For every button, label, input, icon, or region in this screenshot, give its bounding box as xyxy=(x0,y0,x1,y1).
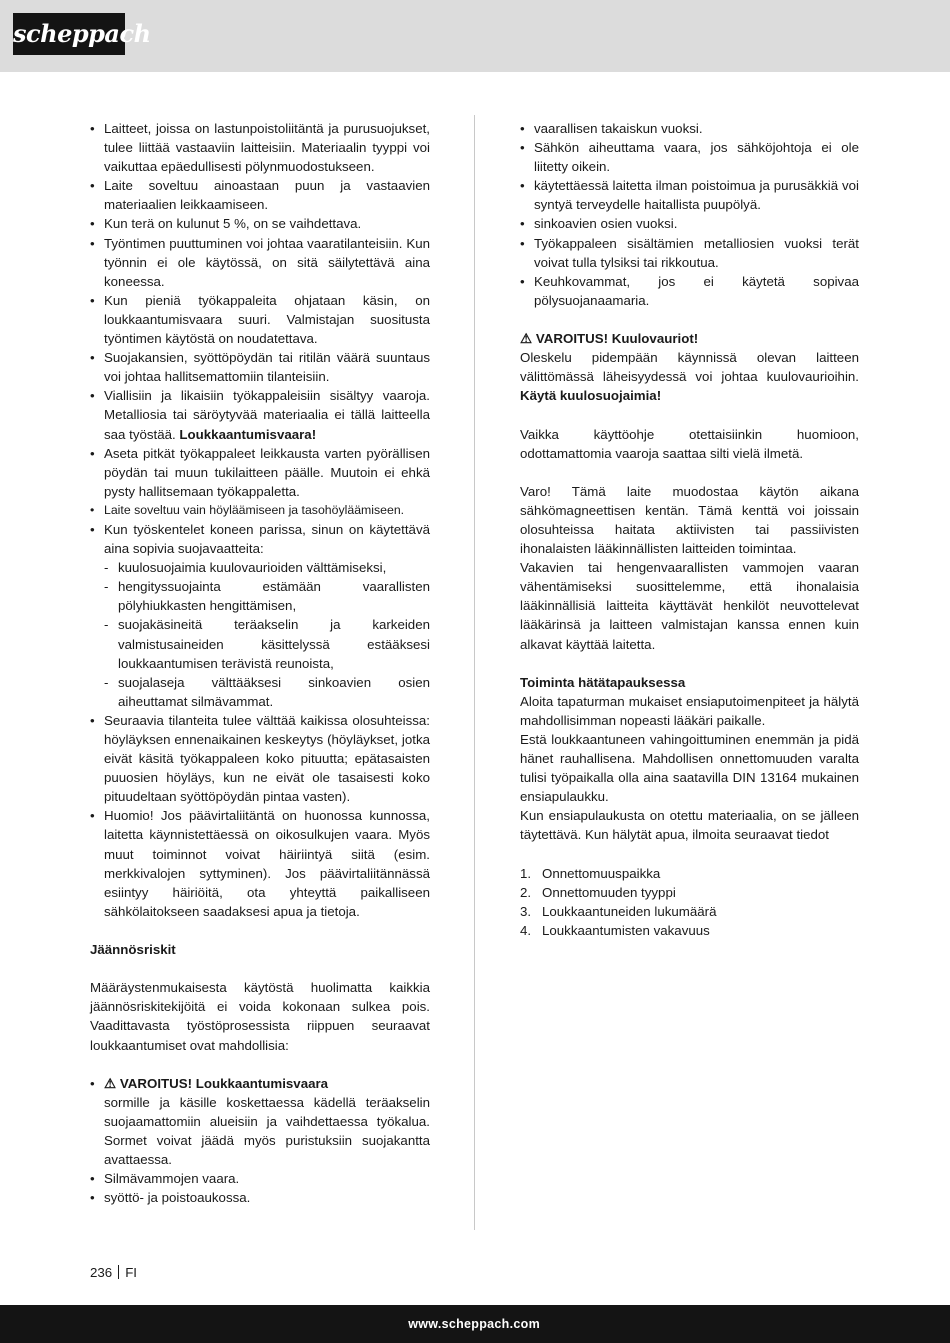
list-item: • Seuraavia tilanteita tulee välttää kaikissa olosuhteissa: höyläyksen ennenaikainen keskeytys (höyläykset, jotka eivät käsitä työkappaleen koko pituutta; epätasaisten puuosien höyläys, kun ne eivät ole tasaisesti koko pituudeltaan syöttöpöydän pintaa vasten). xyxy=(90,711,430,806)
hearing-warning-text: Oleskelu pidempään käynnissä olevan laitteen välittömässä läheisyydessä voi johtaa kuulovaurioihin. Käytä kuulosuojaimia! xyxy=(520,350,859,404)
list-item: • Kun terä on kulunut 5 %, on se vaihdettava. xyxy=(90,214,430,233)
caution-text: Vaikka käyttöohje otettaisiinkin huomioon, odottamattomia vaaroja saattaa silti vielä ilmetä. xyxy=(520,426,859,461)
dash-item: - suojakäsineitä teräakselin ja karkeiden valmistusaineiden käsittelyssä estääksesi loukkaantumisen terävistä reunoista, xyxy=(104,615,430,672)
warning-text: sormille ja käsille koskettaessa kädellä teräakselin suojaamattomiin alueisiin ja vaihdettaessa työkalua. Sormet voivat jäädä myös puristuksiin suojakantta avattaessa. xyxy=(104,1094,430,1168)
residual-risks-text: Määräystenmukaisesta käytöstä huolimatta kaikkia jäännösriskitekijöitä ei voida kokonaan sulkea pois. Vaadittavasta työstöprosessista riippuen seuraavat loukkaantumiset ovat mahdollisia: xyxy=(90,980,430,1053)
list-item: • Työntimen puuttuminen voi johtaa vaaratilanteisiin. Kun työnnin ei ole käytössä, on sitä säilytettävä aina koneessa. xyxy=(90,234,430,291)
numbered-item: 4. Loukkaantumisten vakavuus xyxy=(520,922,710,938)
list-item: • Kun pieniä työkappaleita ohjataan käsin, on loukkaantumisvaara suuri. Valmistajan suositusta työntimen käytöstä on noudatettava. xyxy=(90,291,430,348)
list-item xyxy=(90,386,430,443)
hearing-warning-title: VAROITUS! Kuulovauriot! xyxy=(535,331,699,347)
list-item: • Suojakansien, syöttöpöydän tai ritilän väärä suuntaus voi johtaa hallitsemattomiin tilanteisiin. xyxy=(90,348,430,386)
list-item: • Aseta pitkät työkappaleet leikkausta varten pyörällisen pöydän tai muun tukilaitteen päälle. Muutoin ei ehkä pysty hallitsemaan työkappaletta. xyxy=(90,444,430,501)
list-item: • käytettäessä laitetta ilman poistoimua ja purusäkkiä voi syntyä terveydelle haitallista puupölyä. xyxy=(520,176,859,214)
list-item-text: Viallisiin ja likaisiin työkappaleisiin sisältyy vaaroja. Metalliosia tai säröytyvää materiaalia ei tällä laitteella saa työstää. xyxy=(104,388,430,442)
column-divider xyxy=(474,115,475,1230)
residual-risks-list xyxy=(90,1074,430,1208)
medical-device-text: Vakavien tai hengenvaarallisten vammojen vaaran vähentämiseksi suosittelemme, että ihonalaisia lääkinnällisiä laitteita käyttävät henkilöt neuvottelevat lääkärinsä ja laitteen valmistajan kanssa ennen kuin alkavat käyttää laitetta. xyxy=(520,560,859,652)
numbered-item: 3. Loukkaantuneiden lukumäärä xyxy=(520,903,717,919)
emergency-paragraph: Kun ensiapulaukusta on otettu materiaalia, on se jälleen täytettävä. Kun hälytät apua, ilmoita seuraavat tiedot xyxy=(520,808,859,843)
hazard-bullet-list xyxy=(520,119,859,310)
list-item: • syöttö- ja poistoaukossa. xyxy=(90,1188,430,1207)
list-item: • sinkoavien osien vuoksi. xyxy=(520,214,859,233)
emergency-heading: Toiminta hätätapauksessa xyxy=(520,674,686,690)
list-item: • Huomio! Jos päävirtaliitäntä on huonossa kunnossa, laitetta käynnistettäessä on oikosulkujen vaara. Myös muut toiminnot voivat häiriintyä siitä (esim. merkkivalojen syttyminen). Jos päävirtaliitännässä esiintyy häiriöitä, ota yhteyttä paikalliseen sähkölaitokseen saadaksesi apua ja tietoja. xyxy=(90,806,430,921)
page-number-separator xyxy=(118,1265,119,1279)
left-column xyxy=(90,119,430,1207)
list-item xyxy=(90,520,430,711)
page-language: FI xyxy=(125,1265,138,1280)
list-item: • Laitteet, joissa on lastunpoistoliitäntä ja purusuojukset, tulee liittää vastaaviin laitteisiin. Materiaalin tyyppi voi vaikuttaa epäedullisesti pölynmuodostukseen. xyxy=(90,119,430,176)
hearing-protection-bold: Käytä kuulosuojaimia! xyxy=(520,388,662,404)
safety-bullet-list xyxy=(90,119,430,921)
emergency-paragraph: Aloita tapaturman mukaiset ensiaputoimenpiteet ja hälytä mahdollisimman nopeasti lääkäri paikalle. xyxy=(520,693,859,728)
emergency-info-list xyxy=(520,864,859,940)
list-item-text: Kun työskentelet koneen parissa, sinun on käytettävä aina sopivia suojavaatteita: xyxy=(104,521,430,557)
emergency-paragraph: Estä loukkaantuneen vahingoittuminen enemmän ja pidä hänet rauhallisena. Mahdollisen onnettomuuden varalta tulisi työpaikalla olla aina saatavilla DIN 13164 mukainen ensiapulaukku. xyxy=(520,732,859,805)
numbered-item: 2. Onnettomuuden tyyppi xyxy=(520,884,676,900)
warning-triangle-icon: ⚠ xyxy=(520,331,532,347)
list-item: • Silmävammojen vaara. xyxy=(90,1169,430,1188)
dash-item: - kuulosuojaimia kuulovaurioiden välttämiseksi, xyxy=(104,558,430,577)
protective-gear-list xyxy=(104,558,430,711)
list-item xyxy=(90,1074,430,1169)
page-header xyxy=(0,0,950,72)
scheppach-logo: scheppach xyxy=(13,13,125,55)
em-field-text: Varo! Tämä laite muodostaa käytön aikana sähkömagneettisen kentän. Tämä kenttä voi joissain olosuhteissa haitata aktiivisten tai passiivisten ihonalaisten lääkinnällisten laitteiden toimintaa. xyxy=(520,483,859,557)
list-item: • Työkappaleen sisältämien metalliosien vuoksi terät voivat tulla tylsiksi tai rikkoutua. xyxy=(520,234,859,272)
list-item: • Laite soveltuu vain höyläämiseen ja tasohöyläämiseen. xyxy=(90,501,430,520)
page-number xyxy=(90,1265,137,1280)
right-column xyxy=(520,119,859,940)
residual-risks-heading: Jäännösriskit xyxy=(90,942,176,958)
dash-item: - hengityssuojainta estämään vaarallisten pölyhiukkasten hengittämisen, xyxy=(104,577,430,615)
list-item: • Sähkön aiheuttama vaara, jos sähköjohtoja ei ole liitetty oikein. xyxy=(520,138,859,176)
numbered-item: 1. Onnettomuuspaikka xyxy=(520,865,661,881)
warning-triangle-icon: ⚠ xyxy=(104,1075,116,1091)
warning-title: VAROITUS! Loukkaantumisvaara xyxy=(119,1075,329,1091)
list-item: • vaarallisen takaiskun vuoksi. xyxy=(520,119,859,138)
page-number-value: 236 xyxy=(90,1265,113,1280)
list-item: • Laite soveltuu ainoastaan puun ja vastaavien materiaalien leikkaamiseen. xyxy=(90,176,430,214)
website-url: www.scheppach.com xyxy=(408,1317,540,1331)
injury-warning-bold: Loukkaantumisvaara! xyxy=(179,426,317,442)
page-footer xyxy=(0,1305,950,1343)
list-item: • Keuhkovammat, jos ei käytetä sopivaa pölysuojanaamaria. xyxy=(520,272,859,310)
dash-item: - suojalaseja välttääksesi sinkoavien osien aiheuttamat silmävammat. xyxy=(104,673,430,711)
hearing-warning-heading xyxy=(520,329,859,348)
